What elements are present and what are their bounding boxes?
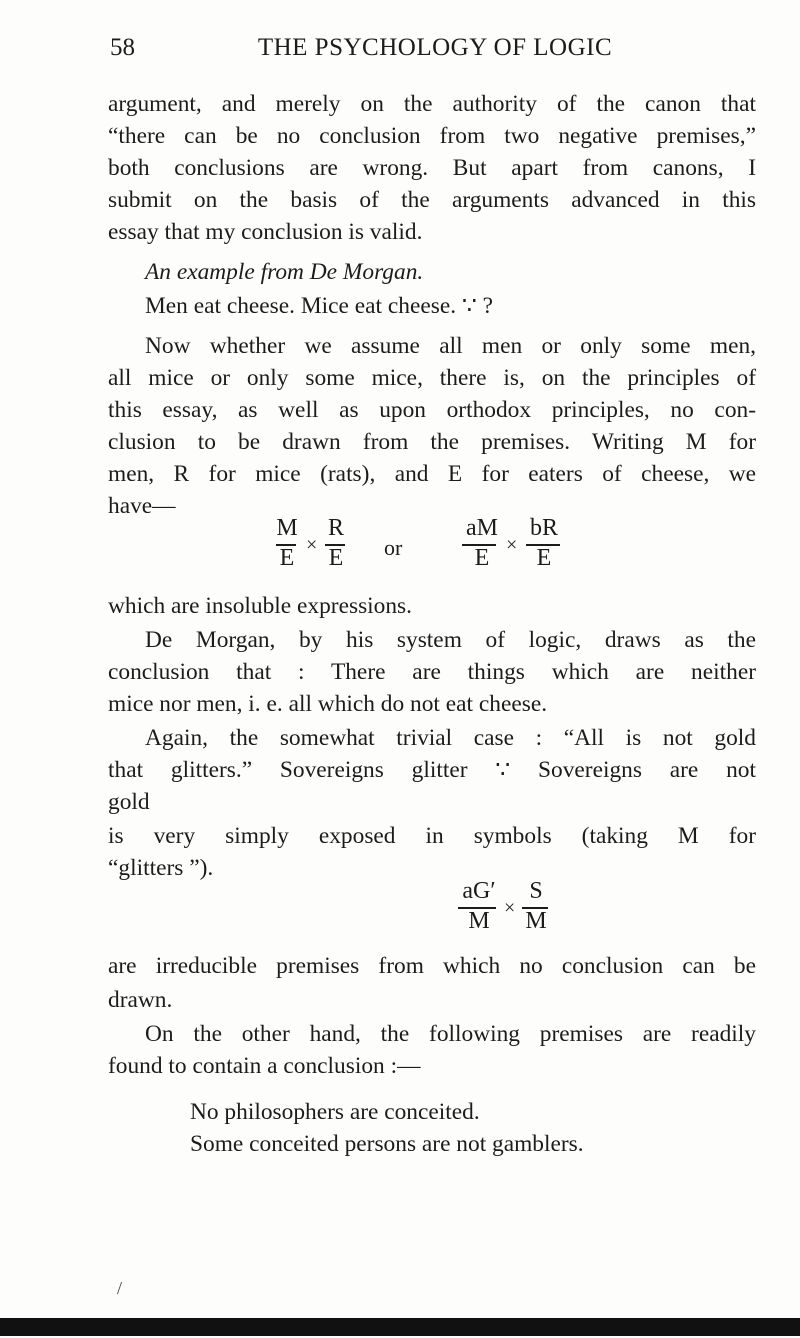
formula-numerator: S	[529, 878, 543, 904]
text-line: argument, and merely on the authority of the canon that	[108, 91, 756, 117]
text-line: “glitters ”).	[108, 855, 214, 881]
section-heading: An example from De Morgan.	[145, 259, 424, 285]
stray-mark: /	[117, 1278, 123, 1298]
text-line: gold	[108, 789, 150, 815]
formula-denominator: M	[468, 908, 490, 934]
text-line: men, R for mice (rats), and E for eaters of cheese, we	[108, 461, 756, 487]
text-line: submit on the basis of the arguments advanced in this	[108, 187, 756, 213]
page-header	[110, 34, 760, 70]
formula-numerator: R	[327, 515, 344, 541]
page-bottom-edge	[0, 1318, 800, 1336]
formula-denominator: E	[328, 545, 344, 571]
formula-numerator: bR	[529, 515, 558, 541]
text-line: On the other hand, the following premises are readily	[145, 1021, 756, 1047]
text-line: essay that my conclusion is valid.	[108, 219, 423, 245]
text-line: Now whether we assume all men or only some men,	[145, 333, 756, 359]
page-number: 58	[110, 34, 135, 61]
text-line: all mice or only some mice, there is, on the principles of	[108, 365, 756, 391]
formula-denominator: E	[474, 545, 490, 571]
text-line: Again, the somewhat trivial case : “All is not gold	[145, 725, 756, 751]
text-line: mice nor men, i. e. all which do not eat cheese.	[108, 691, 548, 717]
formula-denominator: M	[525, 908, 547, 934]
times-sign: ×	[306, 534, 318, 556]
formula-numerator: aM	[466, 515, 498, 541]
text-line: which are insoluble expressions.	[108, 593, 413, 619]
times-sign: ×	[506, 534, 518, 556]
text-line: this essay, as well as upon orthodox principles, no con-	[108, 397, 756, 423]
text-line: “there can be no conclusion from two negative premises,”	[108, 123, 756, 149]
text-line: drawn.	[108, 987, 173, 1013]
text-line: are irreducible premises from which no conclusion can be	[108, 953, 756, 979]
text-line: both conclusions are wrong. But apart from canons, I	[108, 155, 756, 181]
premise-line: No philosophers are conceited.	[190, 1099, 480, 1125]
running-title: THE PSYCHOLOGY OF LOGIC	[257, 34, 613, 61]
text-line: conclusion that : There are things which are neither	[108, 659, 756, 685]
formula-numerator: aG′	[462, 878, 496, 904]
text-line: that glitters.” Sovereigns glitter ∵ Sovereigns are not	[108, 757, 756, 783]
text-line: clusion to be drawn from the premises. Writing M for	[108, 429, 756, 455]
premise-line: Some conceited persons are not gamblers.	[190, 1131, 584, 1157]
text-line: De Morgan, by his system of logic, draws as the	[145, 627, 756, 653]
text-line: found to contain a conclusion :—	[108, 1053, 421, 1079]
formula-denominator: E	[536, 545, 552, 571]
example-line: Men eat cheese. Mice eat cheese. ∵ ?	[145, 293, 494, 319]
formula-numerator: M	[276, 515, 298, 541]
formula-or: or	[384, 535, 403, 560]
formula-denominator: E	[279, 545, 295, 571]
text-line: have—	[108, 493, 176, 519]
text-line: is very simply exposed in symbols (taking M for	[108, 823, 756, 849]
times-sign: ×	[504, 897, 516, 919]
